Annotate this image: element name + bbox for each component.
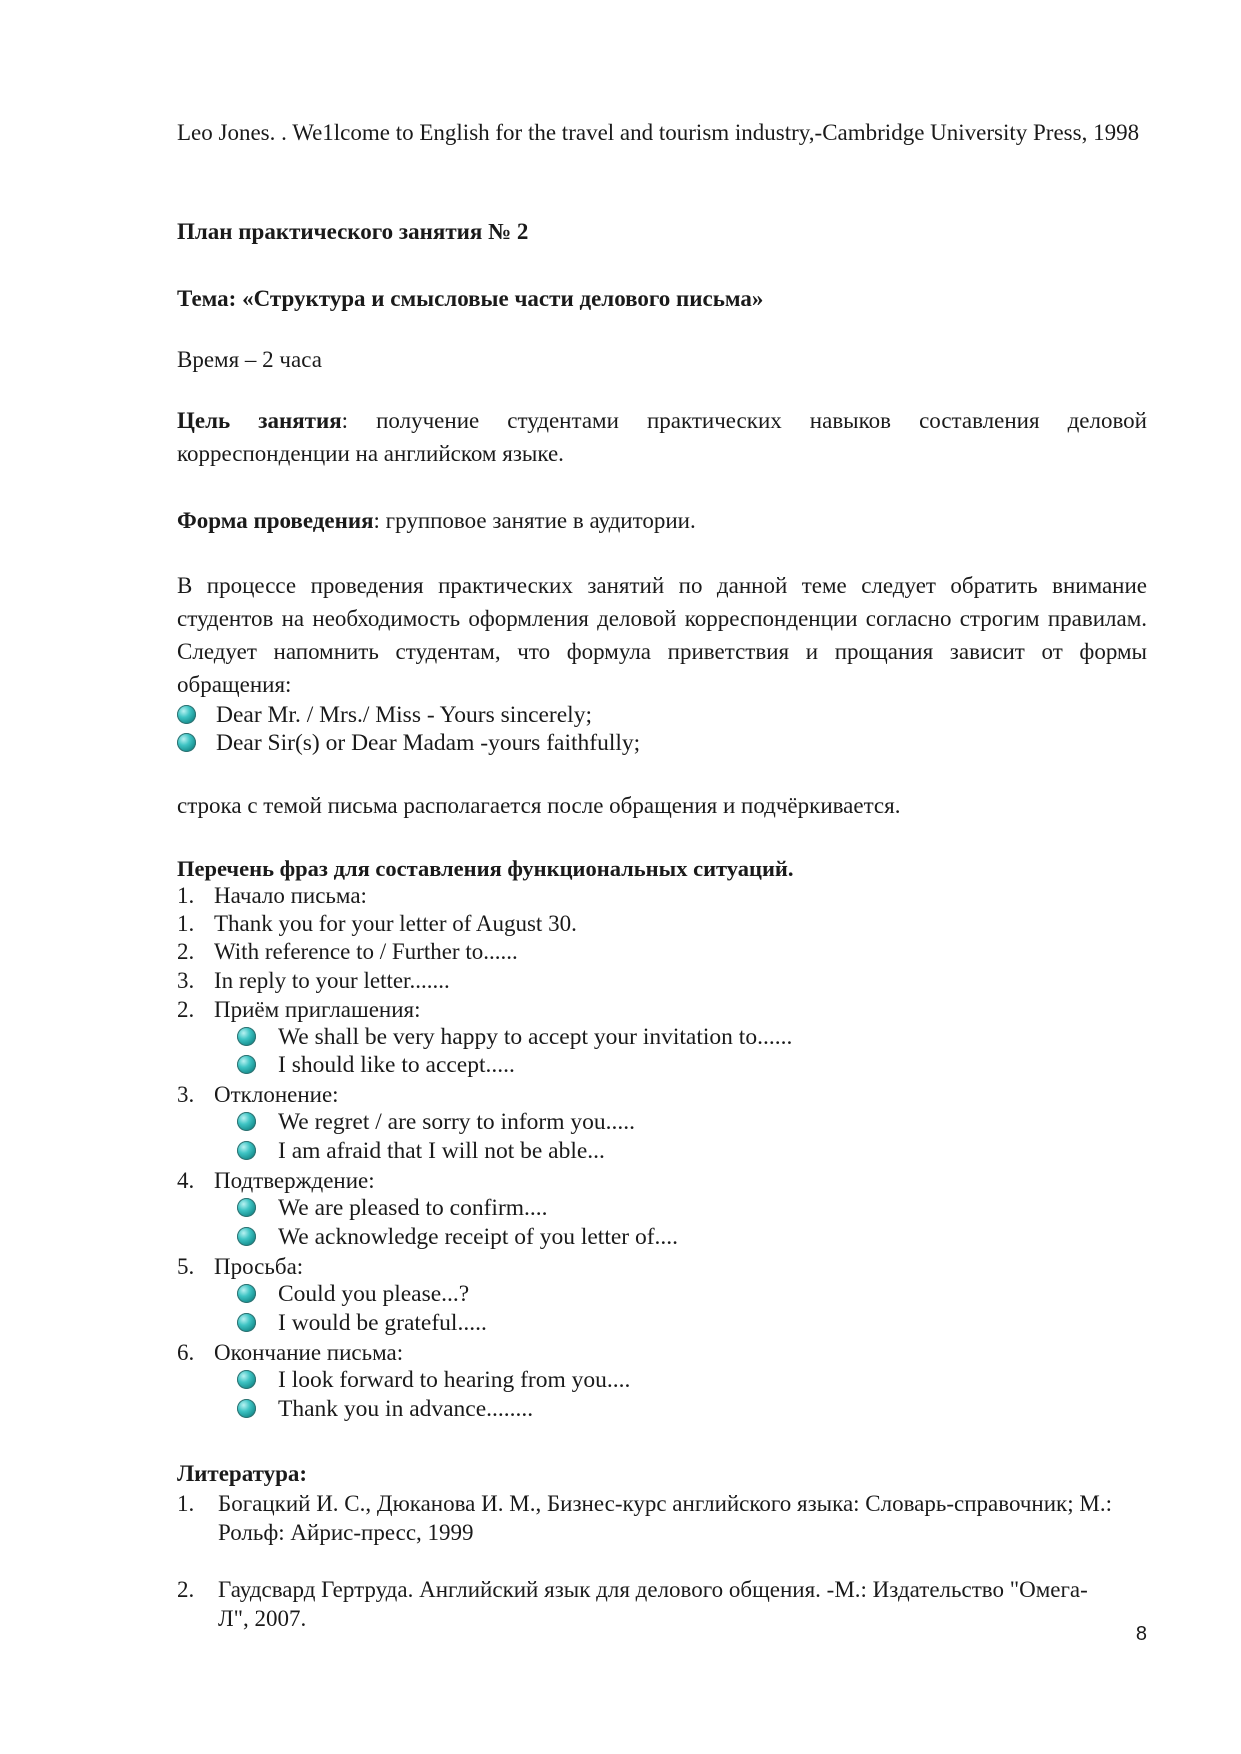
time-line: Время – 2 часа: [177, 347, 322, 372]
item-text: I look forward to hearing from you....: [278, 1367, 631, 1393]
section-number: 4.: [177, 1168, 195, 1193]
bullet-icon: [237, 1055, 256, 1074]
plan-heading: План практического занятия № 2: [177, 219, 529, 244]
section-title: Окончание письма:: [214, 1340, 404, 1365]
list-item: [237, 1395, 533, 1424]
list-item: [237, 1309, 487, 1338]
goal-label: Цель занятия: [177, 408, 342, 433]
bullet-icon: [237, 1198, 256, 1217]
bullet-icon: [237, 1227, 256, 1246]
literature-item: [177, 1489, 1117, 1547]
phrases-section-2: [177, 995, 421, 1024]
bullet-icon: [237, 1313, 256, 1332]
list-item: [237, 1223, 678, 1252]
list-item: [237, 1194, 548, 1223]
list-item: [237, 1366, 630, 1395]
section-title: Начало письма:: [214, 883, 367, 908]
item-text: Thank you in advance........: [278, 1396, 534, 1422]
phrases-section-3: [177, 1080, 339, 1109]
section-number: 2.: [177, 997, 195, 1022]
phrases-section-4: [177, 1166, 375, 1195]
bullet-icon: [237, 1112, 256, 1131]
literature-heading: Литература:: [177, 1461, 308, 1486]
section-title: Отклонение:: [214, 1082, 339, 1107]
item-text: We shall be very happy to accept your invitation to......: [278, 1024, 793, 1050]
list-item: [177, 937, 518, 966]
section-number: 3.: [177, 1082, 195, 1107]
item-number: 1.: [177, 911, 195, 936]
goal-paragraph: [177, 404, 1147, 470]
section-title: Просьба:: [214, 1254, 304, 1279]
item-text: I would be grateful.....: [278, 1310, 487, 1336]
intro-paragraph: В процессе проведения практических занятий по данной теме следует обратить внимание студентов на необходимость оформления деловой корреспонденции согласно строгим правилам. Следует напомнить студентам, что формула приветствия и прощания зависит от формы обращения:: [177, 573, 1147, 697]
subject-line-note: строка с темой письма располагается после обращения и подчёркивается.: [177, 793, 901, 818]
bullet-icon: [177, 705, 196, 724]
bullet-icon: [237, 1027, 256, 1046]
item-text: Thank you for your letter of August 30.: [214, 911, 577, 936]
bullet-icon: [237, 1284, 256, 1303]
item-text: I should like to accept.....: [278, 1052, 515, 1078]
section-number: 6.: [177, 1340, 195, 1365]
phrases-section-1: [177, 881, 367, 910]
greeting-bullet-text: Dear Sir(s) or Dear Madam -yours faithfully;: [216, 730, 641, 756]
phrases-section-6: [177, 1338, 403, 1367]
goal-text: : получение студентами практических навыков составления деловой корреспонденции на английском языке.: [177, 408, 1147, 466]
item-text: We regret / are sorry to inform you.....: [278, 1109, 636, 1135]
section-title: Подтверждение:: [214, 1168, 375, 1193]
greeting-bullet-text: Dear Mr. / Mrs./ Miss - Yours sincerely;: [216, 702, 592, 728]
bullet-icon: [237, 1399, 256, 1418]
bullet-icon: [237, 1141, 256, 1160]
list-item: [237, 1137, 605, 1166]
list-item: [177, 909, 577, 938]
list-item: [237, 1051, 515, 1080]
topic-heading: Тема: «Структура и смысловые части делового письма»: [177, 286, 764, 311]
list-item: [237, 1108, 635, 1137]
literature-item: [177, 1575, 1117, 1633]
phrases-section-5: [177, 1252, 303, 1281]
literature-number: 1.: [177, 1491, 195, 1516]
section-title: Приём приглашения:: [214, 997, 421, 1022]
form-label: Форма проведения: [177, 508, 374, 533]
phrases-heading: Перечень фраз для составления функциональных ситуаций.: [177, 856, 794, 881]
literature-number: 2.: [177, 1577, 195, 1602]
bullet-icon: [237, 1370, 256, 1389]
form-text: : групповое занятие в аудитории.: [373, 508, 696, 533]
literature-text: Гаудсвард Гертруда. Английский язык для делового общения. -М.: Издательство "Омега-Л", 2007.: [218, 1577, 1088, 1631]
item-text: We acknowledge receipt of you letter of....: [278, 1224, 679, 1250]
reference-line: Leo Jones. . We1lcome to English for the travel and tourism industry,-Cambridge University Press, 1998: [177, 120, 1140, 145]
section-number: 5.: [177, 1254, 195, 1279]
section-number: 1.: [177, 883, 195, 908]
list-item: [237, 1280, 469, 1309]
bullet-icon: [177, 733, 196, 752]
item-text: Could you please...?: [278, 1281, 470, 1307]
greeting-bullet: [177, 701, 592, 730]
item-number: 3.: [177, 968, 195, 993]
list-item: [177, 966, 450, 995]
form-paragraph: [177, 504, 1147, 537]
page-number: 8: [1135, 1623, 1147, 1645]
item-text: We are pleased to confirm....: [278, 1195, 548, 1221]
item-text: With reference to / Further to......: [214, 939, 518, 964]
list-item: [237, 1023, 792, 1052]
item-text: In reply to your letter.......: [214, 968, 450, 993]
literature-text: Богацкий И. С., Дюканова И. М., Бизнес-курс английского языка: Словарь-справочник; М.: Рольф: Айрис-пресс, 1999: [218, 1491, 1112, 1545]
item-number: 2.: [177, 939, 195, 964]
item-text: I am afraid that I will not be able...: [278, 1138, 605, 1164]
greeting-bullet: [177, 729, 640, 758]
